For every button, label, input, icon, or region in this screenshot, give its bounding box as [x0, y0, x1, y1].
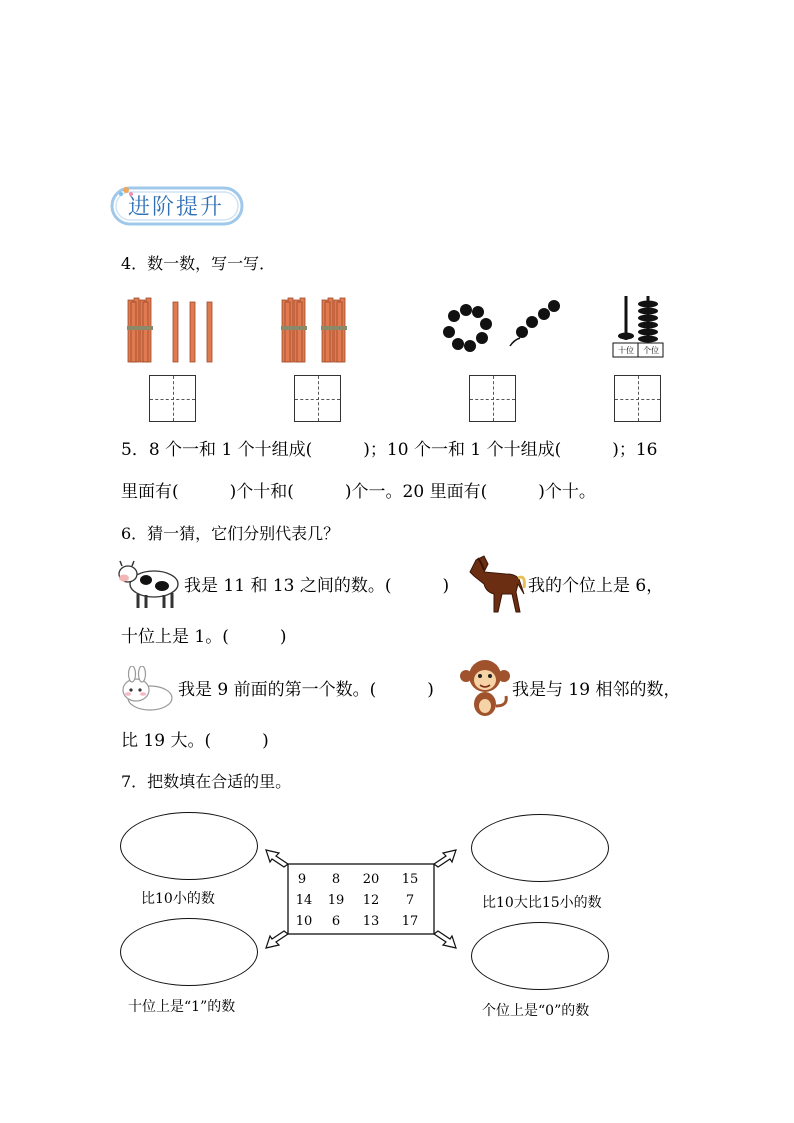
beads-picture: [440, 298, 565, 360]
question-4-title: 4．数一数，写一写．: [121, 254, 276, 273]
question-7-title: 7．把数填在合适的里。: [121, 772, 292, 791]
number-item[interactable]: 20: [362, 872, 380, 887]
answer-box-3[interactable]: [469, 375, 516, 422]
number-item[interactable]: 12: [362, 893, 380, 908]
horse-riddle-text-2: 十位上是 1。( ): [121, 627, 287, 647]
number-item[interactable]: 14: [295, 893, 313, 908]
monkey-riddle-text-2: 比 19 大。( ): [121, 731, 269, 751]
set-ellipse-top-right[interactable]: [471, 814, 609, 882]
sticks-two-bundles: [280, 296, 350, 366]
number-item[interactable]: 13: [362, 914, 380, 929]
number-item[interactable]: 15: [401, 872, 419, 887]
abacus-label-tens: 十位: [618, 346, 634, 355]
question-6-title: 6．猜一猜，它们分别代表几？: [121, 524, 340, 543]
cow-icon: [116, 558, 182, 610]
number-item[interactable]: 10: [295, 914, 313, 929]
horse-icon: [462, 554, 526, 616]
number-item[interactable]: 7: [405, 893, 415, 908]
answer-box-4[interactable]: [614, 375, 661, 422]
label-ones-digit-0: 个位上是“0”的数: [482, 1003, 590, 1019]
number-item[interactable]: 9: [297, 872, 307, 887]
number-item[interactable]: 6: [331, 914, 341, 929]
monkey-icon: [458, 658, 512, 718]
label-between-10-and-15: 比10大比15小的数: [482, 895, 602, 911]
label-less-than-10: 比10小的数: [141, 891, 215, 907]
answer-box-2[interactable]: [294, 375, 341, 422]
monkey-riddle-text: 我是与 19 相邻的数，: [512, 680, 681, 700]
number-item[interactable]: 8: [331, 872, 341, 887]
rabbit-riddle-text: 我是 9 前面的第一个数。( ): [178, 680, 434, 700]
number-item[interactable]: 19: [327, 893, 345, 908]
horse-riddle-text: 我的个位上是 6，: [528, 576, 664, 596]
sticks-bundle-and-three-sticks: [126, 296, 221, 366]
label-tens-digit-1: 十位上是“1”的数: [128, 999, 236, 1015]
question-5-line-1: 5．8 个一和 1 个十组成( )；10 个一和 1 个十组成( )；16: [121, 440, 658, 460]
set-ellipse-top-left[interactable]: [120, 812, 258, 880]
answer-box-1[interactable]: [149, 375, 196, 422]
question-5-line-2: 里面有( )个十和( )个一。20 里面有( )个十。: [121, 482, 596, 502]
abacus-label-ones: 个位: [643, 346, 659, 355]
rabbit-icon: [118, 666, 176, 712]
section-badge-title: 进阶提升: [128, 195, 225, 220]
set-ellipse-bottom-right[interactable]: [471, 922, 609, 990]
set-ellipse-bottom-left[interactable]: [120, 918, 258, 986]
cow-riddle-text: 我是 11 和 13 之间的数。( ): [184, 576, 450, 596]
number-item[interactable]: 17: [401, 914, 419, 929]
